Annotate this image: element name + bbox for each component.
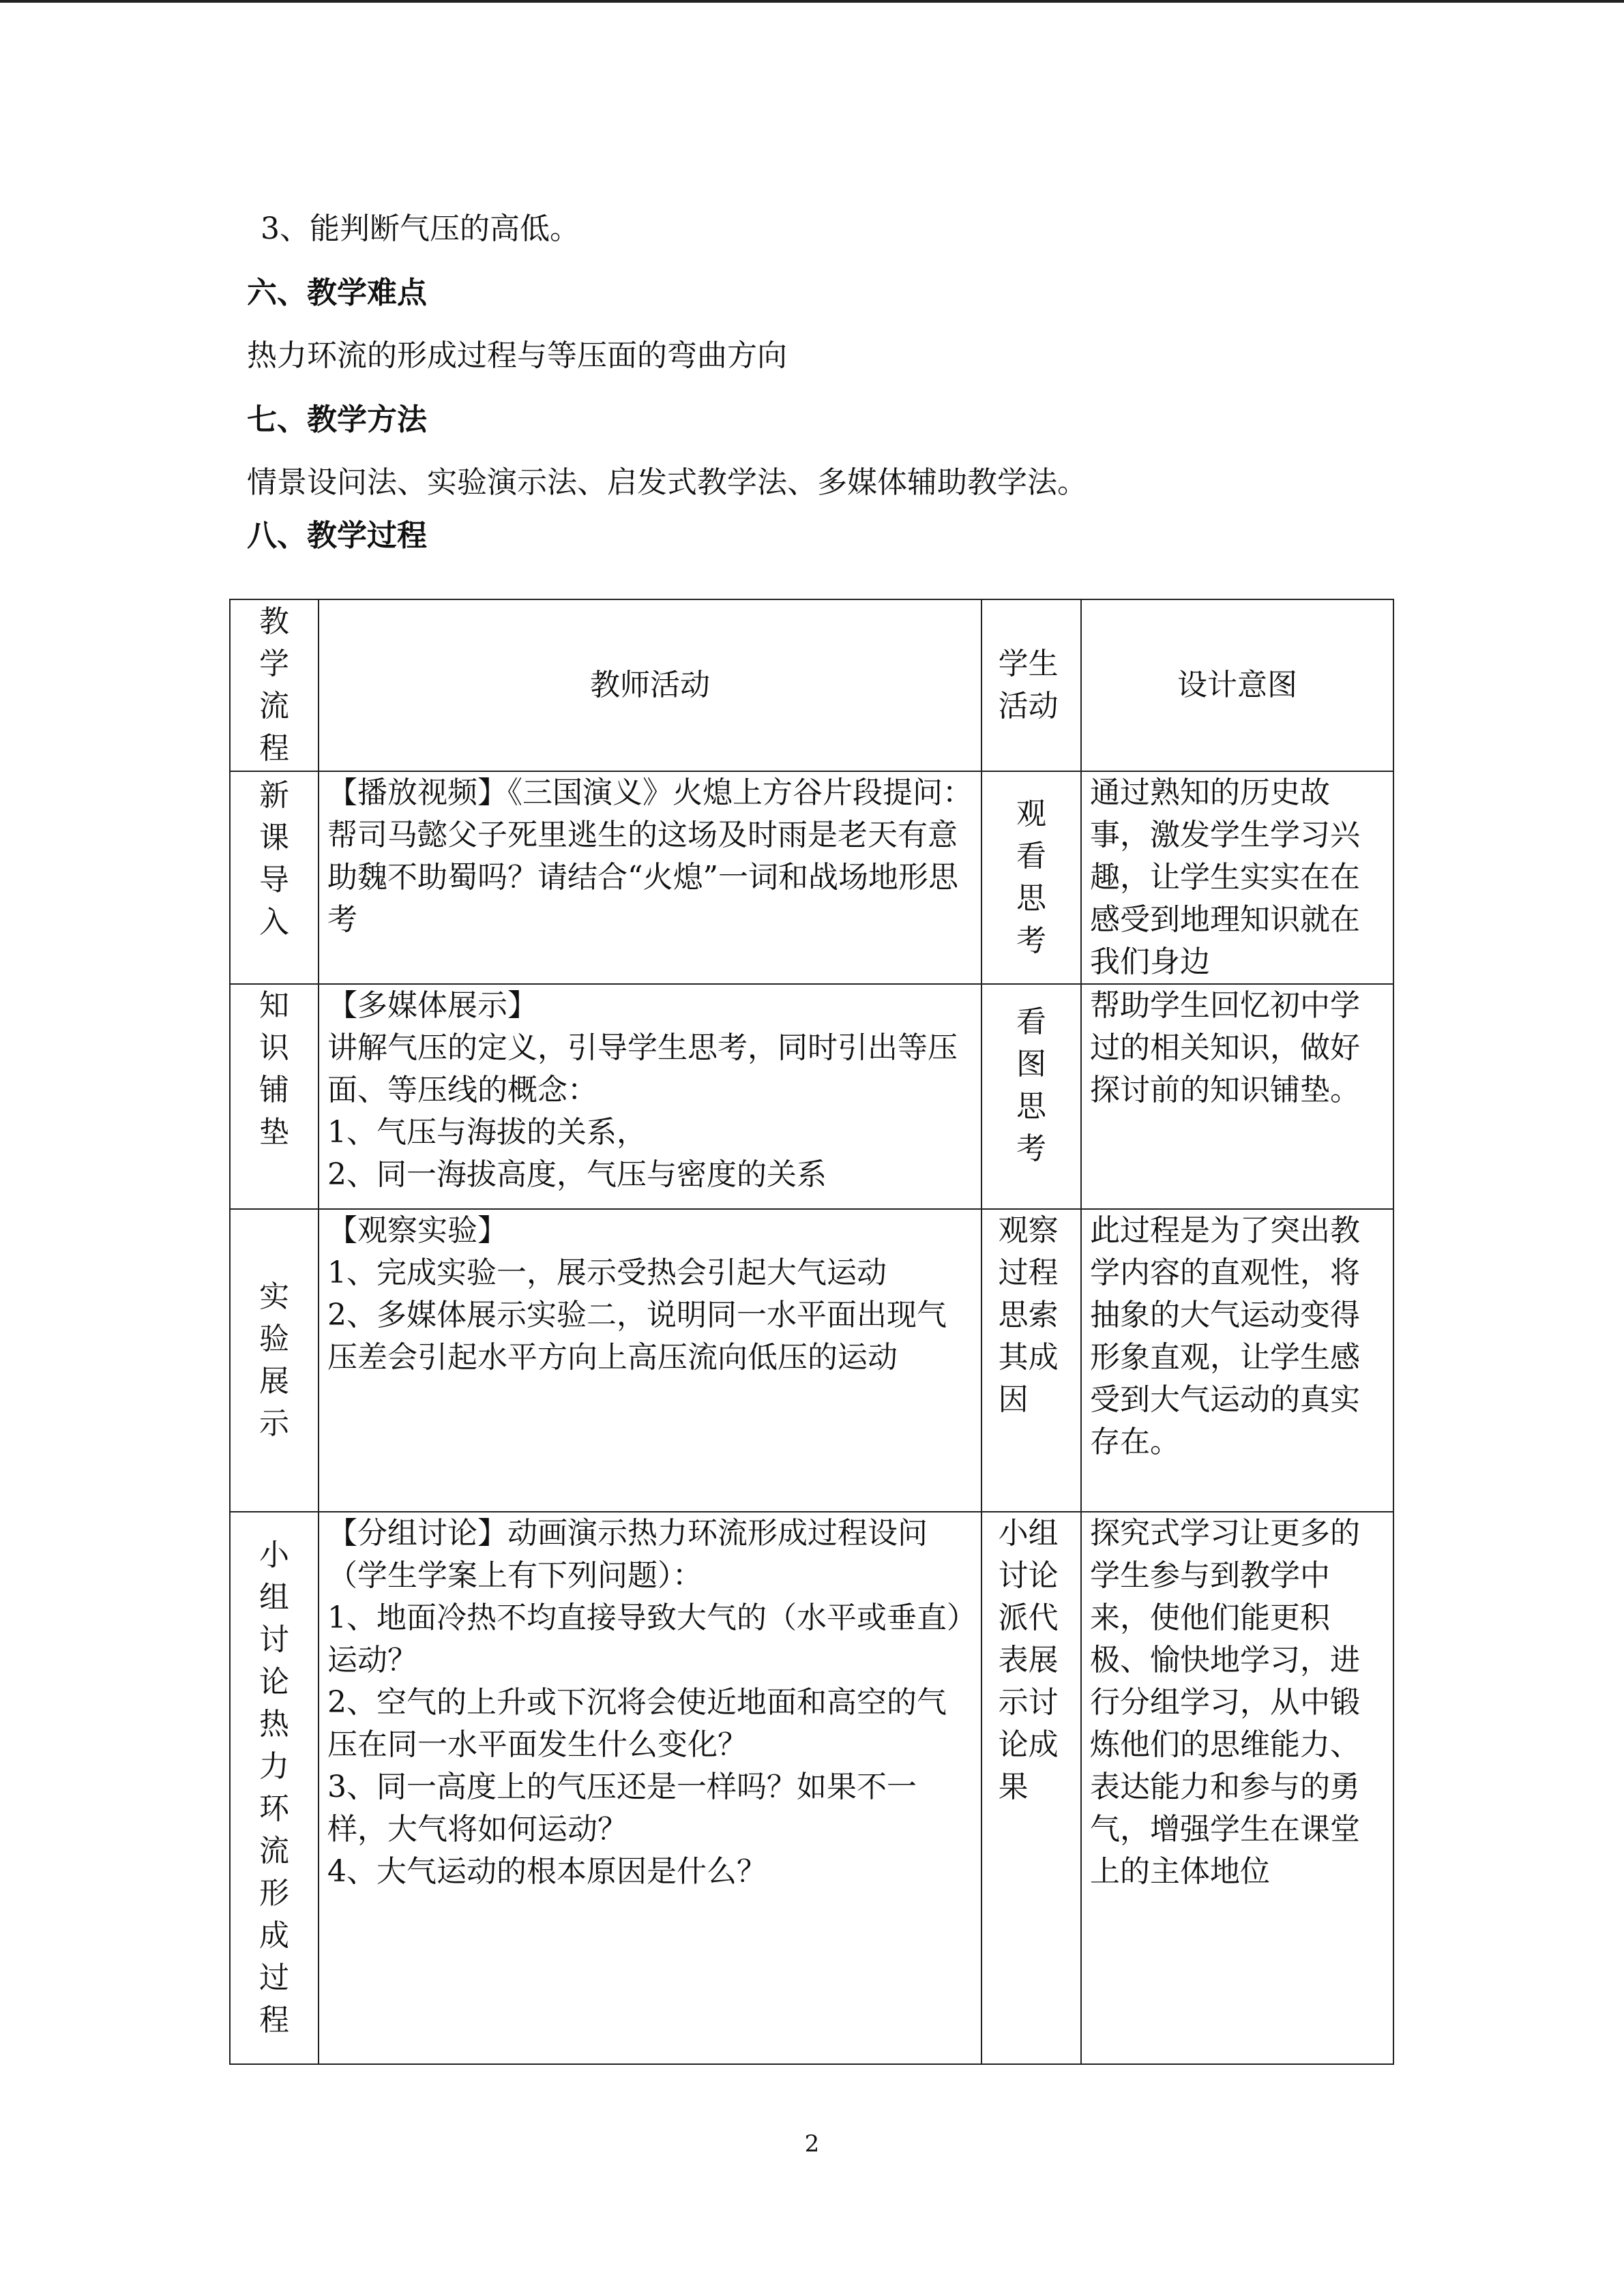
row-teacher-experiment <box>319 1209 981 1512</box>
teacher-line: 1、地面冷热不均直接导致大气的（水平或垂直）运动？ <box>327 1600 962 1678</box>
table-row <box>230 1209 1393 1512</box>
section-heading-difficulty: 六、教学难点 <box>247 275 427 310</box>
row-teacher-knowledge <box>319 984 981 1209</box>
row-student-experiment: 观察过程思索其成因 <box>981 1209 1081 1512</box>
row-flow-experiment: 实验展示 <box>230 1209 319 1512</box>
section-heading-process: 八、教学过程 <box>247 518 427 553</box>
table-row <box>230 984 1393 1209</box>
teacher-line: 讲解气压的定义，引导学生思考，同时引出等压面、等压线的概念： <box>327 1030 958 1107</box>
top-border-rule <box>0 0 1624 3</box>
table-header-row <box>230 599 1393 771</box>
section-heading-method: 七、教学方法 <box>247 402 427 437</box>
teacher-line: 4、大气运动的根本原因是什么？ <box>327 1854 767 1889</box>
row-teacher-intro <box>319 771 981 984</box>
row-design-discussion: 探究式学习让更多的学生参与到教学中来，使他们能更积极、愉快地学习，进行分组学习，从中锻炼他们的思维能力、表达能力和参与的勇气，增强学生在课堂上的主体地位 <box>1081 1512 1393 2064</box>
table-row <box>230 1512 1393 2064</box>
section-text-method: 情景设问法、实验演示法、启发式教学法、多媒体辅助教学法。 <box>247 465 1087 500</box>
table-row <box>230 771 1393 984</box>
header-design-intent: 设计意图 <box>1081 599 1393 771</box>
teacher-line: 1、气压与海拔的关系， <box>327 1115 647 1150</box>
teacher-line: 2、空气的上升或下沉将会使近地面和高空的气压在同一水平面发生什么变化？ <box>327 1685 947 1762</box>
teacher-line: 【分组讨论】动画演示热力环流形成过程设问（学生学案上有下列问题）： <box>327 1516 928 1593</box>
row-student-discussion: 小组讨论派代表展示讨论成果 <box>981 1512 1081 2064</box>
teacher-line: 1、完成实验一，展示受热会引起大气运动 <box>327 1255 887 1290</box>
row-design-knowledge: 帮助学生回忆初中学过的相关知识，做好探讨前的知识铺垫。 <box>1081 984 1393 1209</box>
objective-item-3: 3、能判断气压的高低。 <box>261 211 580 246</box>
teacher-line: 3、同一高度上的气压还是一样吗？如果不一样，大气将如何运动？ <box>327 1770 917 1847</box>
teaching-process-table <box>229 599 1394 2065</box>
row-design-experiment: 此过程是为了突出教学内容的直观性，将抽象的大气运动变得形象直观，让学生感受到大气运动的真实存在。 <box>1081 1209 1393 1512</box>
teacher-line: 【播放视频】《三国演义》火熄上方谷片段提问：帮司马懿父子死里逃生的这场及时雨是老天有意助魏不助蜀吗？请结合“火熄”一词和战场地形思考 <box>327 775 973 937</box>
header-flow: 教学流程 <box>230 599 319 771</box>
row-student-knowledge: 看图思考 <box>981 984 1081 1209</box>
row-student-intro: 观看思考 <box>981 771 1081 984</box>
teacher-line: 【多媒体展示】 <box>327 988 537 1023</box>
row-flow-discussion: 小组讨论热力环流形成过程 <box>230 1512 319 2064</box>
header-student-activity: 学生活动 <box>981 599 1081 771</box>
teacher-line: 【观察实验】 <box>327 1213 507 1248</box>
row-flow-intro: 新课导入 <box>230 771 319 984</box>
header-teacher-activity: 教师活动 <box>319 599 981 771</box>
row-design-intro: 通过熟知的历史故事，激发学生学习兴趣，让学生实实在在感受到地理知识就在我们身边 <box>1081 771 1393 984</box>
section-text-difficulty: 热力环流的形成过程与等压面的弯曲方向 <box>247 338 787 373</box>
teacher-line: 2、多媒体展示实验二，说明同一水平面出现气压差会引起水平方向上高压流向低压的运动 <box>327 1298 947 1375</box>
row-flow-knowledge: 知识铺垫 <box>230 984 319 1209</box>
page-number: 2 <box>804 2130 820 2158</box>
teacher-line: 2、同一海拔高度，气压与密度的关系 <box>327 1157 827 1192</box>
row-teacher-discussion <box>319 1512 981 2064</box>
